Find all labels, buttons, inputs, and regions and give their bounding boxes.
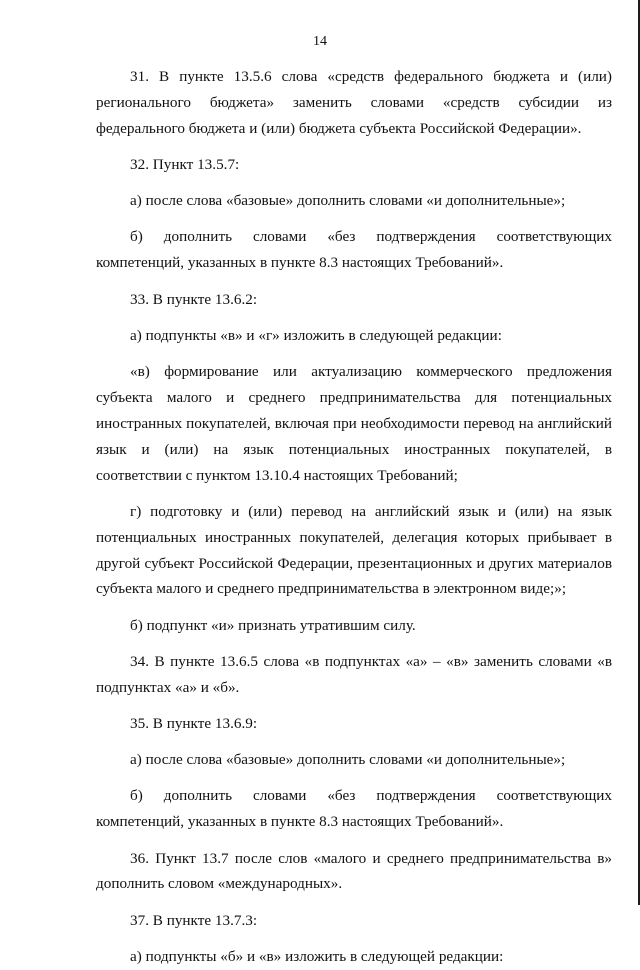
paragraph-32: 32. Пункт 13.5.7: xyxy=(130,156,240,174)
paragraph-31: 31. В пункте 13.5.6 слова «средств федерального бюджета и (или) регионального бюджета» заменить словами «средств субсидии из федерального бюджета и (или) бюджета субъекта Российской Федерации». xyxy=(96,68,612,137)
document-body xyxy=(96,64,612,970)
paragraph-33: 33. В пункте 13.6.2: xyxy=(130,290,258,308)
paragraph-36: 36. Пункт 13.7 после слов «малого и среднего предпринимательства в» дополнить словом «международных». xyxy=(96,849,612,893)
paragraph-32-a: а) после слова «базовые» дополнить словами «и дополнительные»; xyxy=(130,192,566,210)
paragraph-35-a: а) после слова «базовые» дополнить словами «и дополнительные»; xyxy=(130,751,566,769)
paragraph-37: 37. В пункте 13.7.3: xyxy=(130,911,258,929)
paragraph-35-b: б) дополнить словами «без подтверждения соответствующих компетенций, указанных в пункте 8.3 настоящих Требований». xyxy=(96,787,612,831)
paragraph-32-b: б) дополнить словами «без подтверждения соответствующих компетенций, указанных в пункте 8.3 настоящих Требований». xyxy=(96,228,612,272)
paragraph-37-a: а) подпункты «б» и «в» изложить в следующей редакции: xyxy=(130,947,504,965)
paragraph-33-b: б) подпункт «и» признать утратившим силу. xyxy=(130,616,416,634)
page-number: 14 xyxy=(313,34,327,49)
paragraph-33-a-g: г) подготовку и (или) перевод на английский язык и (или) на язык потенциальных иностранных покупателей, делегация которых прибывает в другой субъект Российской Федерации, презентационных и других материалов субъекта малого и среднего предпринимательства в электронном виде;»; xyxy=(96,502,612,598)
paragraph-33-a: а) подпункты «в» и «г» изложить в следующей редакции: xyxy=(130,326,502,344)
paragraph-34: 34. В пункте 13.6.5 слова «в подпунктах «а» – «в» заменить словами «в подпунктах «а» и «б». xyxy=(96,652,612,696)
paragraph-33-a-v: «в) формирование или актуализацию коммерческого предложения субъекта малого и среднего предпринимательства для потенциальных иностранных покупателей, включая при необходимости перевод на английский язык и (или) на язык потенциальных иностранных покупателей, в соответствии с пунктом 13.10.4 настоящих Требований; xyxy=(96,362,612,484)
paragraph-35: 35. В пункте 13.6.9: xyxy=(130,715,258,732)
